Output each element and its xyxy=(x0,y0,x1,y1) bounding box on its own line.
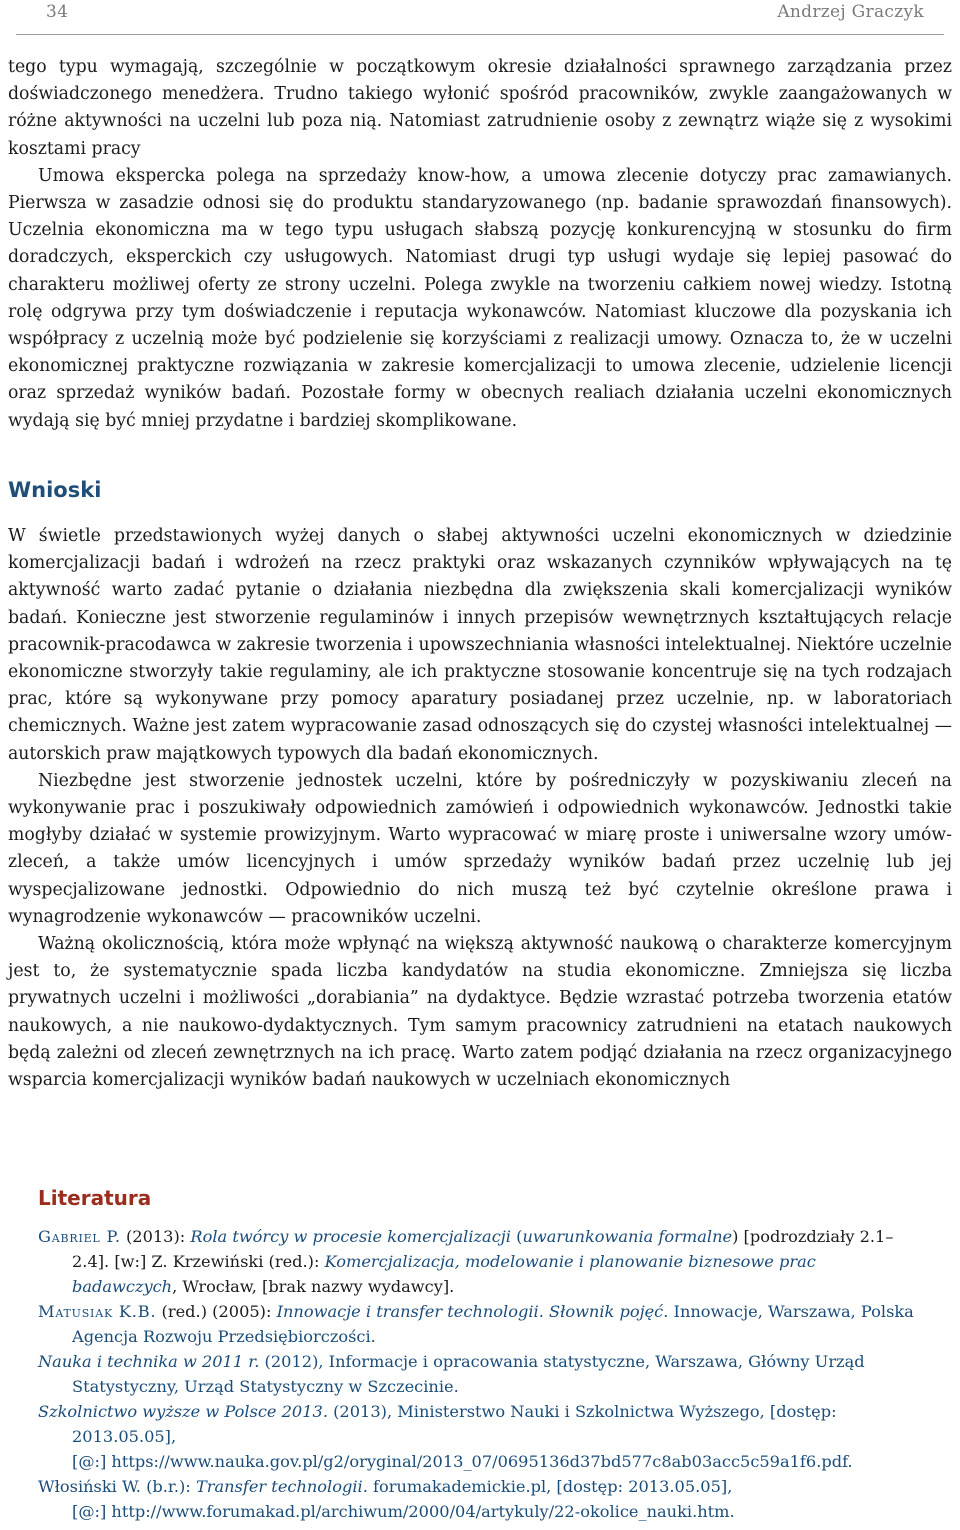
reference-text: ) [podrozdziały 2.1–2.4]. [w:] Z. Krzewiński (red.): xyxy=(72,1227,894,1271)
reference-list xyxy=(38,1224,926,1524)
header-rule xyxy=(16,34,944,35)
reference-item xyxy=(38,1299,926,1349)
reference-title: Transfer technologii. xyxy=(195,1477,368,1496)
reference-year: (b.r.): xyxy=(140,1477,196,1496)
reference-text: ( xyxy=(510,1227,523,1246)
reference-year: (red.) (2005): xyxy=(156,1302,277,1321)
reference-text: . Innowacje, Warszawa, Polska Agencja Rozwoju Przedsiębiorczości. xyxy=(72,1302,914,1346)
wnioski-paragraph-2: Niezbędne jest stworzenie jednostek uczelni, które by pośredniczyły w pozyskiwaniu zleceń na wykonywanie prac i poszukiwały odpowiednich zamówień i odpowiednich wykonawców. Jednostki takie mogłyby działać w systemie prowizyjnym. Warto wypracować w miarę proste i uniwersalne wzory umów-zleceń, a także umów licencyjnych i umów sprzedaży wyników badań przez uczelnię lub jej wyspecjalizowane jednostki. Odpowiednio do nich muszą też być czytelnie określone prawa i wynagrodzenie wykonawców — pracowników uczelni. xyxy=(8,770,952,927)
page-number: 34 xyxy=(46,2,69,22)
reference-title: Nauka i technika w 2011 r. xyxy=(38,1352,260,1371)
reference-text: , Wrocław, [brak nazwy wydawcy]. xyxy=(172,1277,455,1296)
paragraph-umowa: Umowa ekspercka polega na sprzedaży know-how, a umowa zlecenie dotyczy prac zamawianych. Pierwsza w zasadzie odnosi się do produktu standaryzowanego (np. badanie sprawozdań finansowych). Uczelnia ekonomiczna ma w tego typu usługach słabszą pozycję konkurencyjną w stosunku do firm doradczych, eksperckich czy usługowych. Natomiast drugi typ usługi wydaje się lepiej pasować do charakteru możliwej oferty ze strony uczelni. Polega zwykle na tworzeniu całkiem nowej wiedzy. Istotną rolę odgrywa przy tym doświadczenie i reputacja wykonawców. Natomiast kluczowe dla pozyskania ich współpracy z uczelnią może być podzielenie się korzyściami z realizacji umowy. Oznacza to, że w uczelni ekonomicznej praktyczne rozwiązania w zakresie komercjalizacji to umowa zlecenie, udzielenie licencji oraz sprzedaż wyników badań. Pozostałe formy w obecnych realiach działania uczelni ekonomicznych wydają się być mniej przydatne i bardziej skomplikowane. xyxy=(8,165,952,431)
running-author: Andrzej Graczyk xyxy=(777,2,924,22)
body-text-top xyxy=(8,54,952,435)
reference-author: Gabriel P. xyxy=(38,1227,121,1246)
reference-text: forumakademickie.pl, [dostęp: 2013.05.05], xyxy=(367,1477,733,1496)
reference-link[interactable]: https://www.nauka.gov.pl/g2/oryginal/2013_07/0695136d37bd577c8ab03acc5c59a1f6.pdf. xyxy=(111,1452,853,1471)
reference-title: Innowacje i transfer technologii. Słownik pojęć xyxy=(276,1302,664,1321)
wnioski-paragraph-3: Ważną okolicznością, która może wpłynąć na większą aktywność naukową o charakterze komercyjnym jest to, że systematycznie spada liczba kandydatów na studia ekonomiczne. Zmniejsza się liczba prywatnych uczelni i możliwości „dorabiania” na dydaktyce. Będzie wzrastać potrzeba tworzenia etatów naukowych, a nie naukowo-dydaktycznych. Tym samym pracownicy zatrudnieni na etatach naukowych będą zależni od zleceń zewnętrznych na ich pracę. Warto zatem podjąć działania na rzecz organizacyjnego wsparcia komercjalizacji wyników badań naukowych w uczelniach ekonomicznych xyxy=(8,934,952,1091)
reference-title: Rola twórcy w procesie komercjalizacji xyxy=(190,1227,511,1246)
reference-subtitle: uwarunkowania formalne xyxy=(522,1227,733,1246)
reference-url-prefix: [@:] xyxy=(72,1452,112,1471)
reference-year: (2013): xyxy=(120,1227,191,1246)
reference-url-prefix: [@:] xyxy=(72,1502,112,1521)
reference-title: Szkolnictwo wyższe w Polsce 2013. xyxy=(38,1402,328,1421)
paragraph-continued: tego typu wymagają, szczególnie w początkowym okresie działalności sprawnego zarządzania przez doświadczonego menedżera. Trudno takiego wyłonić spośród pracowników, zwykle zaangażowanych w różne aktywności na uczelni lub poza nią. Natomiast zatrudnienie osoby z zewnątrz wiąże się z wysokimi kosztami pracy xyxy=(8,57,952,159)
section-heading-literatura: Literatura xyxy=(38,1186,152,1210)
reference-item xyxy=(38,1399,926,1474)
reference-text: (2012), Informacje i opracowania statystyczne, Warszawa, Główny Urząd Statystyczny, Urząd Statystyczny w Szczecinie. xyxy=(72,1352,865,1396)
reference-link[interactable]: http://www.forumakad.pl/archiwum/2000/04/artykuly/22-okolice_nauki.htm. xyxy=(111,1502,735,1521)
running-header xyxy=(8,0,952,40)
section-heading-wnioski: Wnioski xyxy=(8,478,102,502)
reference-item xyxy=(38,1224,926,1299)
reference-item xyxy=(38,1349,926,1399)
reference-item xyxy=(38,1474,926,1524)
reference-author: Matusiak K.B. xyxy=(38,1302,157,1321)
reference-text: (2013), Ministerstwo Nauki i Szkolnictwa Wyższego, [dostęp: 2013.05.05], xyxy=(72,1402,837,1446)
wnioski-paragraph-1: W świetle przedstawionych wyżej danych o słabej aktywności uczelni ekonomicznych w dziedzinie komercjalizacji badań i wdrożeń na rzecz praktyki oraz wskazanych czynników wpływających na tę aktywność warto zadać pytanie o działania niezbędna dla zwiększenia skali komercjalizacji wyników badań. Konieczne jest stworzenie regulaminów i innych przepisów wewnętrznych kształtujących relacje pracownik-pracodawca w zakresie tworzenia i upowszechniania własności intelektualnej. Niektóre uczelnie ekonomiczne stworzyły takie regulaminy, ale ich praktyczne stosowanie koncentruje się na tych rodzajach prac, które są wykonywane przy pomocy aparatury posiadanej przez uczelnie, np. w laboratoriach chemicznych. Ważne jest zatem wypracowanie zasad odnoszących się do czystej własności intelektualnej — autorskich praw majątkowych typowych dla badań ekonomicznych. xyxy=(8,526,952,764)
body-text-wnioski xyxy=(8,523,952,1094)
reference-author: Włosiński W. xyxy=(38,1477,141,1496)
reference-book: Komercjalizacja, modelowanie i planowanie biznesowe prac badawczych xyxy=(72,1252,816,1296)
